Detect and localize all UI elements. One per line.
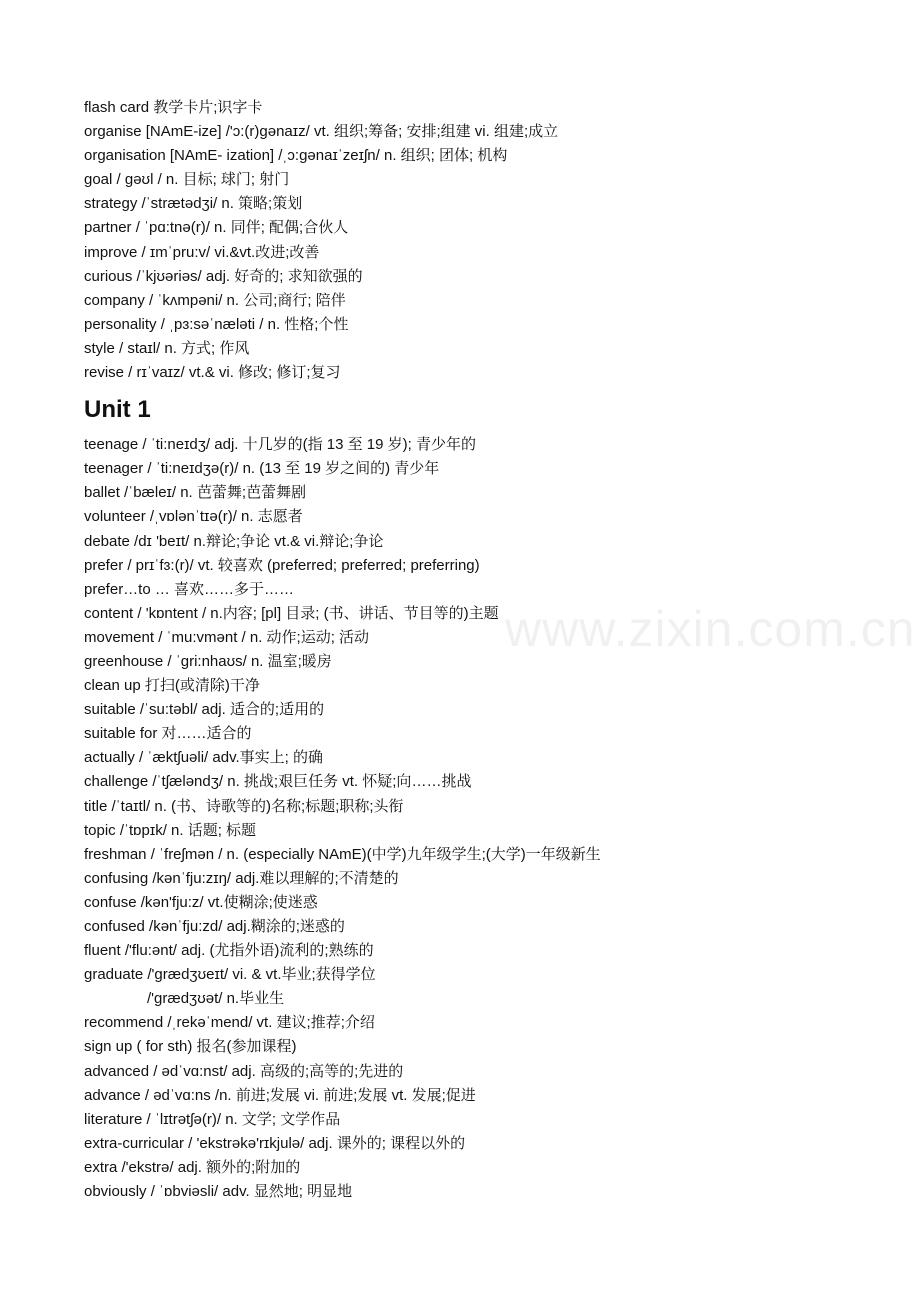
vocab-entry: fluent /'flu:ənt/ adj. (尤指外语)流利的;熟练的 [84,942,374,960]
vocab-entry: suitable /ˈsu:təbl/ adj. 适合的;适用的 [84,701,325,719]
vocab-entry: content / 'kɒntent / n.内容; [pl] 目录; (书、讲话、节目等的)主题 [84,604,499,622]
vocab-entry: obviously / ˈɒbviəsli/ adv. 显然地; 明显地 [84,1183,353,1201]
vocab-entry: company / ˈkʌmpəni/ n. 公司;商行; 陪伴 [84,291,346,309]
vocab-entry: organisation [NAmE- ization] /ˌɔ:gənaɪˈzeɪʃn/ n. 组织; 团体; 机构 [84,147,508,165]
vocab-entry: freshman / ˈfreʃmən / n. (especially NAmE)(中学)九年级学生;(大学)一年级新生 [84,845,601,863]
vocab-entry: ballet /ˈbæleɪ/ n. 芭蕾舞;芭蕾舞剧 [84,484,307,502]
vocab-entry: clean up 打扫(或清除)干净 [84,677,260,695]
vocab-entry: strategy /ˈstrætədʒi/ n. 策略;策划 [84,195,303,213]
watermark: www.zixin.com.cn [505,601,916,657]
vocab-entry: title /ˈtaɪtl/ n. (书、诗歌等的)名称;标题;职称;头衔 [84,797,404,815]
vocab-entry: curious /ˈkjʊəriəs/ adj. 好奇的; 求知欲强的 [84,267,363,285]
vocab-entry: prefer / prɪˈfɜ:(r)/ vt. 较喜欢 (preferred; preferred; preferring) [84,556,480,574]
vocab-entry: advance / ədˈvɑ:ns /n. 前进;发展 vi. 前进;发展 vt. 发展;促进 [84,1086,476,1104]
vocab-entry: revise / rɪˈvaɪz/ vt.& vi. 修改; 修订;复习 [84,364,341,382]
unit-heading: Unit 1 [84,396,151,424]
vocab-entry: actually / ˈæktʃuəli/ adv.事实上; 的确 [84,749,323,767]
vocab-entry: graduate /'grædʒʊeɪt/ vi. & vt.毕业;获得学位 [84,966,376,984]
vocab-entry: style / staɪl/ n. 方式; 作风 [84,339,250,357]
vocab-entry: personality / ˌpɜ:səˈnæləti / n. 性格;个性 [84,315,349,333]
vocab-entry: movement / ˈmu:vmənt / n. 动作;运动; 活动 [84,628,370,646]
unit-vocabulary-list [84,433,884,1204]
vocab-entry: extra-curricular / 'ekstrəkə'rɪkjulə/ adj. 课外的; 课程以外的 [84,1134,466,1152]
vocab-entry: volunteer /ˌvɒlənˈtɪə(r)/ n. 志愿者 [84,508,303,526]
intro-vocabulary-list [84,96,884,385]
vocab-entry: confuse /kən'fju:z/ vt.使糊涂;使迷惑 [84,893,318,911]
vocab-entry: literature / ˈlɪtrətʃə(r)/ n. 文学; 文学作品 [84,1110,341,1128]
vocab-entry: confused /kənˈfju:zd/ adj.糊涂的;迷惑的 [84,918,345,935]
vocab-entry: improve / ɪmˈpru:v/ vi.&vt.改进;改善 [84,243,320,261]
vocab-entry-continuation: /'grædʒʊət/ n.毕业生 [147,990,285,1008]
vocab-entry: extra /'ekstrə/ adj. 额外的;附加的 [84,1158,301,1176]
vocab-entry: greenhouse / ˈgri:nhaʊs/ n. 温室;暖房 [84,652,332,670]
vocab-entry: teenager / ˈti:neɪdʒə(r)/ n. (13 至 19 岁之间的) 青少年 [84,460,440,478]
vocab-entry: recommend /ˌrekəˈmend/ vt. 建议;推荐;介绍 [84,1014,375,1032]
vocab-entry: topic /ˈtɒpɪk/ n. 话题; 标题 [84,821,257,839]
vocab-entry: goal / gəʊl / n. 目标; 球门; 射门 [84,171,290,189]
vocab-entry: organise [NAmE-ize] /'ɔ:(r)gənaɪz/ vt. 组织;筹备; 安排;组建 vi. 组建;成立 [84,123,559,141]
vocab-entry: sign up ( for sth) 报名(参加课程) [84,1038,297,1056]
vocab-entry: flash card 教学卡片;识字卡 [84,99,263,116]
vocab-entry: partner / ˈpɑ:tnə(r)/ n. 同伴; 配偶;合伙人 [84,219,349,237]
vocab-entry: suitable for 对……适合的 [84,725,252,743]
vocab-entry: challenge /ˈtʃæləndʒ/ n. 挑战;艰巨任务 vt. 怀疑;向……挑战 [84,773,472,791]
vocab-entry: advanced / ədˈvɑ:nst/ adj. 高级的;高等的;先进的 [84,1062,404,1080]
vocab-entry: teenage / ˈti:neɪdʒ/ adj. 十几岁的(指 13 至 19 岁); 青少年的 [84,436,476,454]
vocab-entry: confusing /kənˈfju:zɪŋ/ adj.难以理解的;不清楚的 [84,869,399,887]
vocab-entry: debate /dɪ 'beɪt/ n.辩论;争论 vt.& vi.辩论;争论 [84,532,384,550]
vocab-entry: prefer…to … 喜欢……多于…… [84,580,295,598]
